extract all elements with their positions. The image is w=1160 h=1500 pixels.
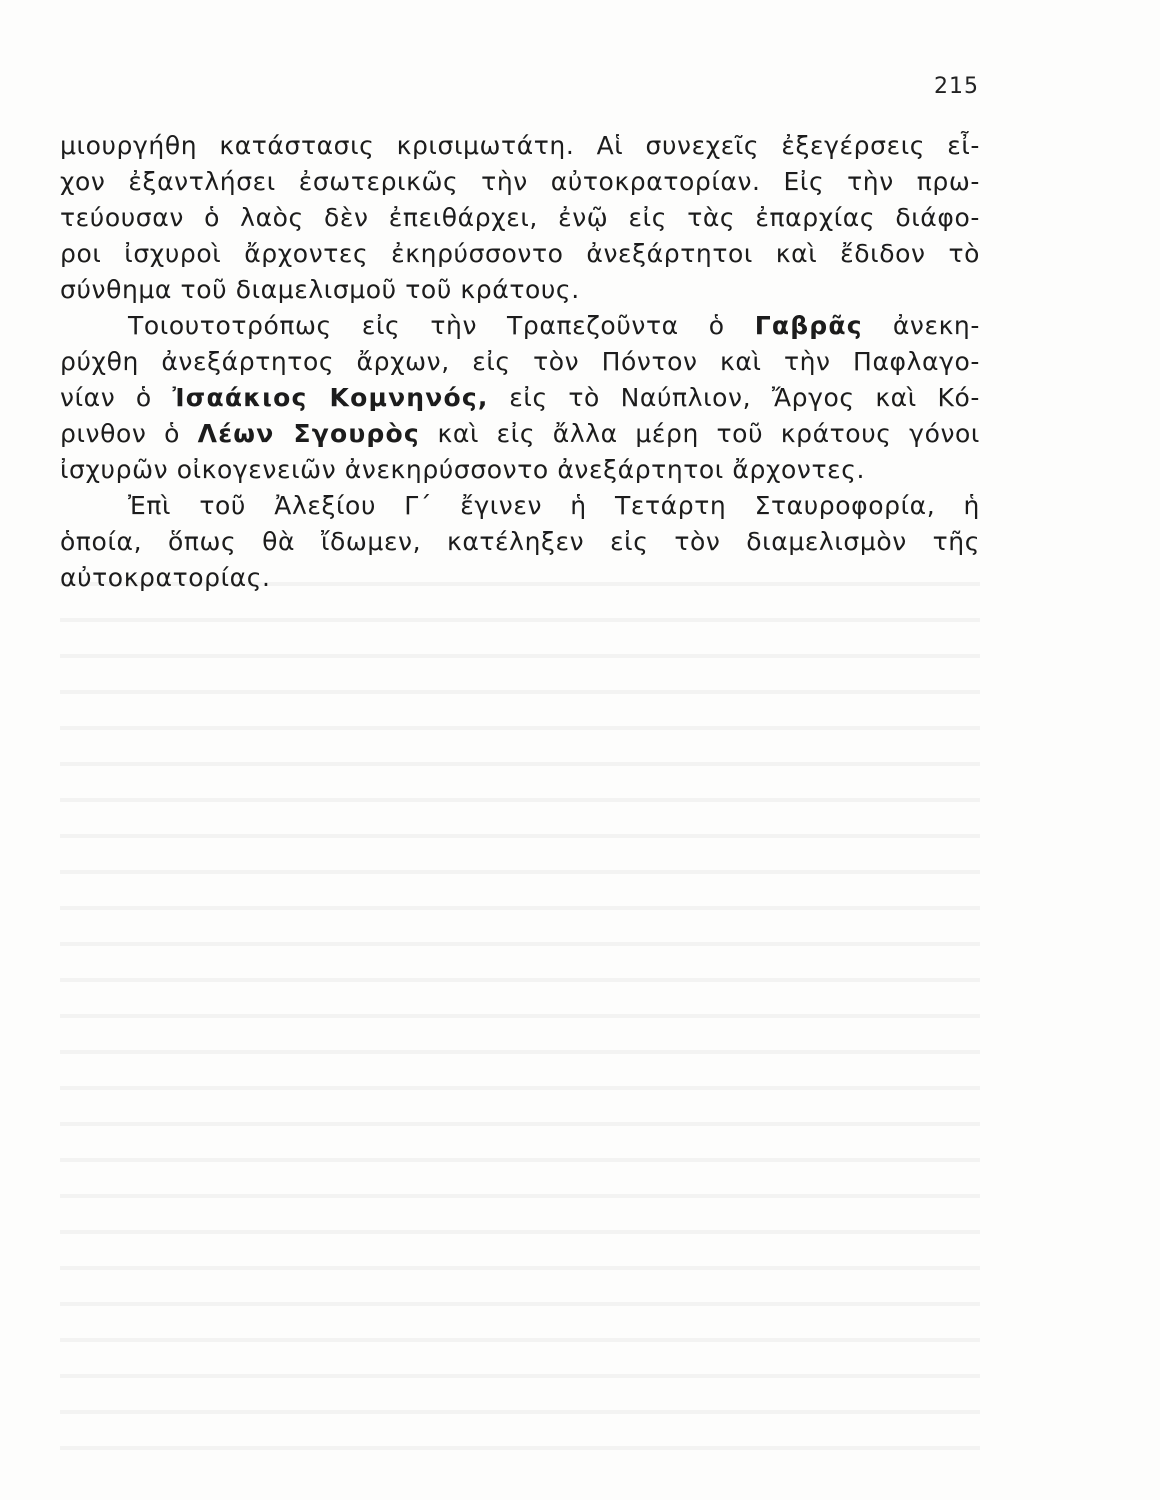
- text-run: Τοιουτοτρόπως εἰς τὴν Τραπεζοῦντα ὁ: [128, 311, 755, 340]
- text-line: αὐτοκρατορίας.: [60, 563, 271, 592]
- person-name-gavras: Γαβρᾶς: [754, 311, 863, 340]
- paragraph-1: [60, 128, 980, 308]
- show-through-texture: [60, 560, 980, 1480]
- text-line: [60, 308, 980, 344]
- paragraph-2: [60, 308, 980, 488]
- paragraph-3: [60, 488, 980, 596]
- text-line: σύνθημα τοῦ διαμελισμοῦ τοῦ κράτους.: [60, 275, 580, 304]
- text-line: χον ἐξαντλήσει ἐσωτερικῶς τὴν αὐτοκρατορίαν. Εἰς τὴν πρω-: [60, 167, 980, 196]
- page-number: 215: [934, 74, 979, 99]
- body-text: [60, 128, 980, 596]
- text-line: [60, 380, 980, 416]
- text-line: τεύουσαν ὁ λαὸς δὲν ἐπειθάρχει, ἐνῷ εἰς τὰς ἐπαρχίας διάφο-: [60, 203, 980, 232]
- text-line: Ἐπὶ τοῦ Ἀλεξίου Γ΄ ἔγινεν ἡ Τετάρτη Σταυροφορία, ἡ: [128, 491, 980, 520]
- text-line: μιουργήθη κατάστασις κρισιμωτάτη. Αἱ συνεχεῖς ἐξεγέρσεις εἶ-: [60, 131, 980, 160]
- text-run: νίαν ὁ: [60, 383, 173, 412]
- text-run: ρινθον ὁ: [60, 419, 198, 448]
- person-name-leon: Λέων Σγουρὸς: [197, 419, 420, 448]
- text-run: καὶ εἰς ἄλλα μέρη τοῦ κράτους γόνοι: [419, 419, 980, 448]
- text-line: ὁποία, ὅπως θὰ ἴδωμεν, κατέληξεν εἰς τὸν διαμελισμὸν τῆς: [60, 527, 980, 556]
- text-run: εἰς τὸ Ναύπλιον, Ἄργος καὶ Κό-: [488, 383, 980, 412]
- text-line: ρύχθη ἀνεξάρτητος ἄρχων, εἰς τὸν Πόντον καὶ τὴν Παφλαγο-: [60, 347, 980, 376]
- text-line: [60, 416, 980, 452]
- text-line: ἰσχυρῶν οἰκογενειῶν ἀνεκηρύσσοντο ἀνεξάρτητοι ἄρχοντες.: [60, 455, 866, 484]
- text-run: ἀνεκη-: [862, 311, 980, 340]
- text-line: ροι ἰσχυροὶ ἄρχοντες ἐκηρύσσοντο ἀνεξάρτητοι καὶ ἔδιδον τὸ: [60, 239, 980, 268]
- person-name-isaakios: Ἰσαάκιος Κομνηνός,: [172, 383, 489, 412]
